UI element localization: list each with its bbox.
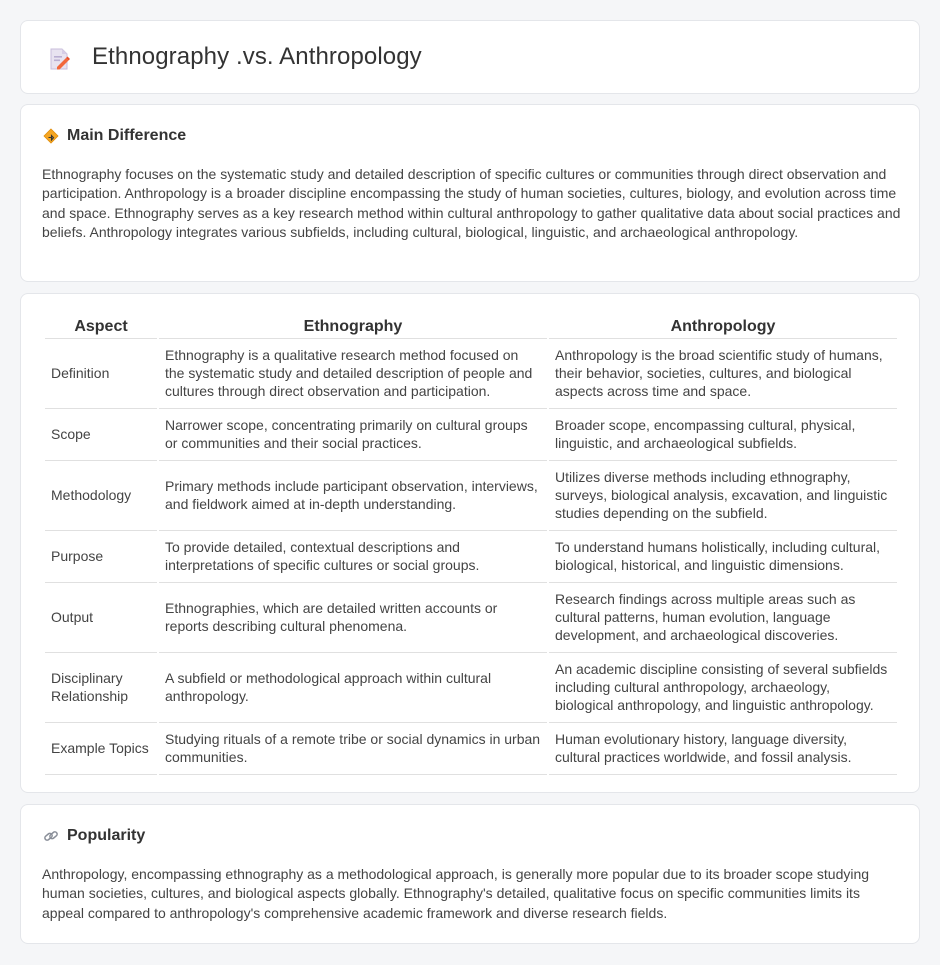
- table-row: [45, 723, 897, 775]
- table-cell-anthropology: Anthropology is the broad scientific study of humans, their behavior, societies, cultures, and biological aspects across time and space.: [549, 339, 897, 409]
- header-ethnography: Ethnography: [159, 316, 547, 339]
- table-cell-ethnography: Primary methods include participant observation, interviews, and fieldwork aimed at in-depth understanding.: [159, 461, 547, 531]
- main-difference-title: Main Difference: [67, 127, 187, 144]
- comparison-table-card: [20, 293, 920, 793]
- table-cell-anthropology: To understand humans holistically, including cultural, biological, historical, and linguistic dimensions.: [549, 531, 897, 583]
- document-edit-icon: [47, 47, 71, 71]
- table-row: [45, 583, 897, 653]
- popularity-text: Anthropology, encompassing ethnography as a methodological approach, is generally more popular due to its broader scope studying human societies, cultures, and biological aspects globally. Ethnography's detailed, qualitative focus on specific communities limits its appeal compared to anthropology's comprehensive academic framework and diverse research fields.: [42, 866, 870, 921]
- table-cell-aspect: Example Topics: [45, 723, 157, 775]
- table-cell-anthropology: Broader scope, encompassing cultural, physical, linguistic, and archaeological subfields.: [549, 409, 897, 461]
- table-row: [45, 339, 897, 409]
- table-cell-anthropology: Research findings across multiple areas such as cultural patterns, human evolution, language development, and archaeological discoveries.: [549, 583, 897, 653]
- table-cell-ethnography: Narrower scope, concentrating primarily on cultural groups or communities and their social practices.: [159, 409, 547, 461]
- header-anthropology: Anthropology: [549, 316, 897, 339]
- popularity-card: [20, 804, 920, 944]
- table-cell-ethnography: Ethnography is a qualitative research method focused on the systematic study and detailed description of people and cultures through direct observation and participation.: [159, 339, 547, 409]
- link-icon: [43, 828, 59, 844]
- table-cell-aspect: Methodology: [45, 461, 157, 531]
- table-cell-ethnography: A subfield or methodological approach within cultural anthropology.: [159, 653, 547, 723]
- table-row: [45, 461, 897, 531]
- diamond-sign-icon: [43, 128, 59, 144]
- page-title: Ethnography .vs. Anthropology: [92, 43, 422, 70]
- table-row: [45, 653, 897, 723]
- table-cell-aspect: Definition: [45, 339, 157, 409]
- popularity-heading: [43, 827, 145, 845]
- table-cell-anthropology: An academic discipline consisting of several subfields including cultural anthropology, archaeology, biological anthropology, and linguistic anthropology.: [549, 653, 897, 723]
- header-card: [20, 20, 920, 94]
- table-cell-ethnography: Ethnographies, which are detailed written accounts or reports describing cultural phenomena.: [159, 583, 547, 653]
- table-cell-ethnography: To provide detailed, contextual descriptions and interpretations of specific cultures or social groups.: [159, 531, 547, 583]
- table-cell-anthropology: Human evolutionary history, language diversity, cultural practices worldwide, and fossil analysis.: [549, 723, 897, 775]
- main-difference-text: Ethnography focuses on the systematic study and detailed description of specific cultures or communities through direct observation and participation. Anthropology is a broader discipline encompassing the study of human societies, cultures, biology, and evolution across time and space. Ethnography serves as a key research method within cultural anthropology to gather qualitative data about social practices and beliefs. Anthropology integrates various subfields, including cultural, biological, linguistic, and archaeological anthropology.: [42, 166, 901, 241]
- header-aspect: Aspect: [45, 316, 157, 339]
- table-row: [45, 531, 897, 583]
- table-cell-anthropology: Utilizes diverse methods including ethnography, surveys, biological analysis, excavation, and linguistic studies depending on the subfield.: [549, 461, 897, 531]
- table-cell-aspect: Purpose: [45, 531, 157, 583]
- table-header-row: [45, 316, 897, 339]
- table-row: [45, 409, 897, 461]
- table-cell-ethnography: Studying rituals of a remote tribe or social dynamics in urban communities.: [159, 723, 547, 775]
- table-cell-aspect: Output: [45, 583, 157, 653]
- main-difference-card: [20, 104, 920, 282]
- table-cell-aspect: Disciplinary Relationship: [45, 653, 157, 723]
- table-cell-aspect: Scope: [45, 409, 157, 461]
- main-difference-heading: [43, 127, 186, 145]
- comparison-table: [43, 316, 899, 775]
- popularity-title: Popularity: [67, 827, 146, 844]
